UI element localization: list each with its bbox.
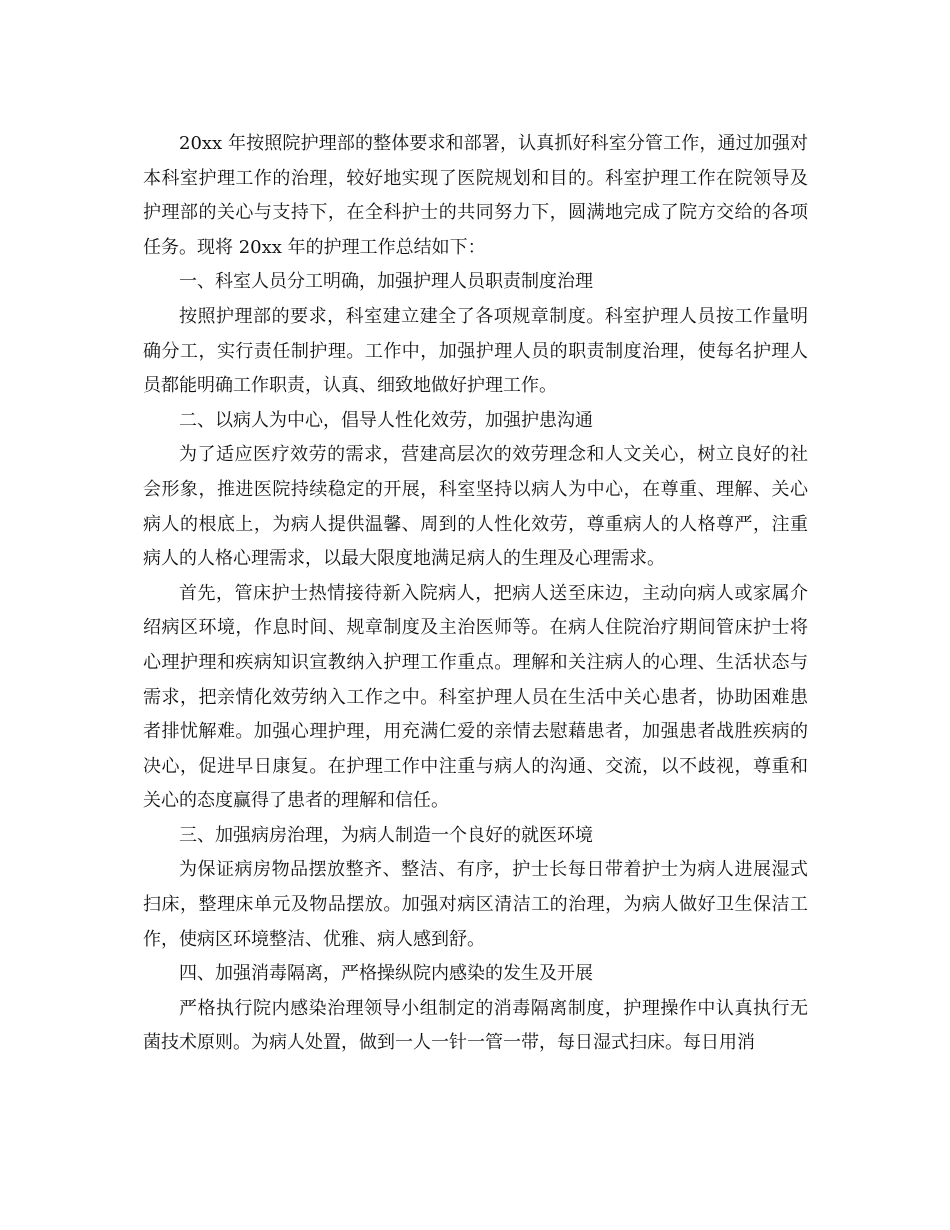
paragraph-section-3: 为保证病房物品摆放整齐、整洁、有序，护士长每日带着护士为病人进展湿式扫床，整理床单元及物品摆放。加强对病区清洁工的治理，为病人做好卫生保洁工作，使病区环境整洁、优雅、病人感到舒。 [143,859,808,950]
paragraph-section-4: 严格执行院内感染治理领导小组制定的消毒隔离制度，护理操作中认真执行无菌技术原则。为病人处置，做到一人一针一管一带，每日湿式扫床。每日用消 [143,997,808,1054]
paragraph-section-2-detail: 首先，管床护士热情接待新入院病人，把病人送至床边，主动向病人或家属介绍病区环境，作息时间、规章制度及主治医师等。在病人住院治疗期间管床护士将心理护理和疾病知识宣教纳入护理工作重点。理解和关注病人的心理、生活状态与需求，把亲情化效劳纳入工作之中。科室护理人员在生活中关心患者，协助困难患者排忧解难。加强心理护理，用充满仁爱的亲情去慰藉患者，加强患者战胜疾病的决心，促进早日康复。在护理工作中注重与病人的沟通、交流，以不歧视，尊重和关心的态度赢得了患者的理解和信任。 [143,582,808,812]
section-heading-1: 一、科室人员分工明确，加强护理人员职责制度治理 [179,271,593,293]
document-body [143,127,808,1061]
paragraph-section-1: 按照护理部的要求，科室建立建全了各项规章制度。科室护理人员按工作量明确分工，实行责任制护理。工作中，加强护理人员的职责制度治理，使每名护理人员都能明确工作职责，认真、细致地做好护理工作。 [143,305,808,397]
paragraph-intro: 20xx 年按照院护理部的整体要求和部署，认真抓好科室分管工作，通过加强对本科室护理工作的治理，较好地实现了医院规划和目的。科室护理工作在院领导及护理部的关心与支持下，在全科护士的共同努力下，圆满地完成了院方交给的各项任务。现将 20xx 年的护理工作总结如下： [143,133,808,258]
section-heading-4: 四、加强消毒隔离，严格操纵院内感染的发生及开展 [179,963,593,985]
section-heading-3: 三、加强病房治理，为病人制造一个良好的就医环境 [179,824,593,846]
paragraph-section-2: 为了适应医疗效劳的需求，营建高层次的效劳理念和人文关心，树立良好的社会形象，推进医院持续稳定的开展，科室坚持以病人为中心，在尊重、理解、关心病人的根底上，为病人提供温馨、周到的人性化效劳，尊重病人的人格尊严，注重病人的人格心理需求，以最大限度地满足病人的生理及心理需求。 [143,444,808,570]
section-heading-2: 二、以病人为中心，倡导人性化效劳，加强护患沟通 [179,409,593,431]
